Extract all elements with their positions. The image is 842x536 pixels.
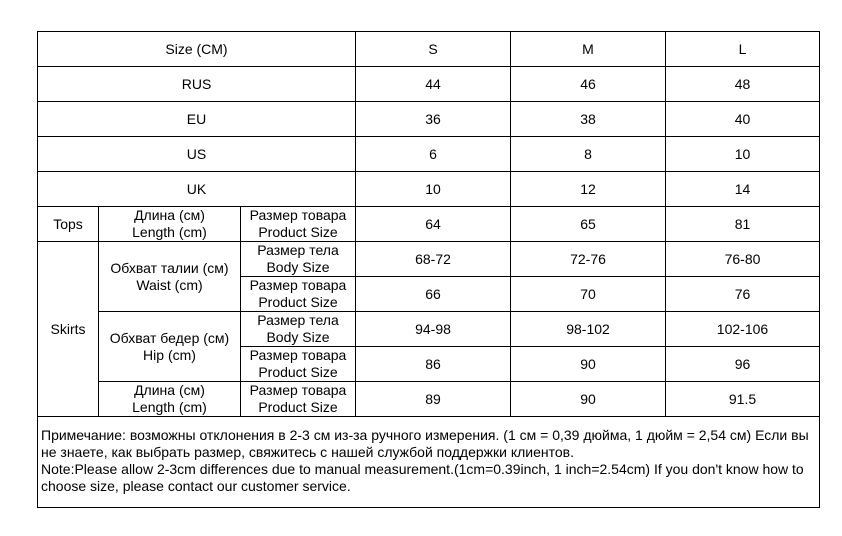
us-l: 10 xyxy=(666,137,820,172)
skirts-hip-body-row xyxy=(38,312,820,347)
tops-length-row xyxy=(38,207,820,242)
size-chart-table xyxy=(37,31,820,508)
size-cm-header: Size (CM) xyxy=(38,32,356,67)
skirts-waist-product-s: 66 xyxy=(356,277,511,312)
rus-label: RUS xyxy=(38,67,356,102)
tops-length-l: 81 xyxy=(666,207,820,242)
skirts-hip-measure-ru: Обхват бедер (см) xyxy=(109,329,230,346)
tops-measure-ru: Длина (см) xyxy=(134,207,205,223)
skirts-hip-product-m: 90 xyxy=(511,347,666,382)
skirts-length-measure-ru: Длина (см) xyxy=(134,382,205,398)
skirts-length-row xyxy=(38,382,820,417)
skirts-hip-product-type xyxy=(241,347,356,382)
skirts-label: Skirts xyxy=(38,242,99,417)
tops-label: Tops xyxy=(38,207,99,242)
rus-l: 48 xyxy=(666,67,820,102)
skirts-waist-product-type xyxy=(241,277,356,312)
skirts-waist-body-s: 68-72 xyxy=(356,242,511,277)
product-size-en: Product Size xyxy=(258,399,338,415)
tops-measure-label xyxy=(99,207,241,242)
tops-type-ru: Размер товара xyxy=(249,207,347,223)
us-m: 8 xyxy=(511,137,666,172)
eu-label: EU xyxy=(38,102,356,137)
skirts-length-l: 91.5 xyxy=(666,382,820,417)
skirts-waist-measure-en: Waist (cm) xyxy=(136,276,203,293)
rus-m: 46 xyxy=(511,67,666,102)
skirts-waist-measure-label xyxy=(99,242,241,312)
skirts-length-measure-label xyxy=(99,382,241,417)
skirts-length-s: 89 xyxy=(356,382,511,417)
note-cell xyxy=(38,417,820,508)
product-size-en: Product Size xyxy=(258,364,338,380)
product-size-en: Product Size xyxy=(258,294,338,310)
header-row xyxy=(38,32,820,67)
skirts-waist-measure-ru: Обхват талии (см) xyxy=(110,259,229,276)
uk-s: 10 xyxy=(356,172,511,207)
uk-row xyxy=(38,172,820,207)
rus-s: 44 xyxy=(356,67,511,102)
rus-row xyxy=(38,67,820,102)
body-size-ru: Размер тела xyxy=(257,242,339,258)
us-row xyxy=(38,137,820,172)
skirts-length-type xyxy=(241,382,356,417)
note-text-en: Note:Please allow 2-3cm differences due to manual measurement.(1cm=0.39inch, 1 inch=2.54cm) If you don't know how to choose size, please contact our customer service. xyxy=(41,461,804,494)
us-label: US xyxy=(38,137,356,172)
product-size-ru: Размер товара xyxy=(249,347,347,363)
body-size-en: Body Size xyxy=(266,329,330,345)
body-size-ru: Размер тела xyxy=(257,312,339,328)
skirts-waist-product-m: 70 xyxy=(511,277,666,312)
skirts-waist-body-m: 72-76 xyxy=(511,242,666,277)
size-s-header: S xyxy=(356,32,511,67)
note-row xyxy=(38,417,820,508)
skirts-hip-body-type xyxy=(241,312,356,347)
skirts-hip-measure-label xyxy=(99,312,241,382)
tops-length-m: 65 xyxy=(511,207,666,242)
size-m-header: M xyxy=(511,32,666,67)
size-l-header: L xyxy=(666,32,820,67)
skirts-hip-body-l: 102-106 xyxy=(666,312,820,347)
uk-l: 14 xyxy=(666,172,820,207)
eu-s: 36 xyxy=(356,102,511,137)
skirts-hip-body-s: 94-98 xyxy=(356,312,511,347)
uk-m: 12 xyxy=(511,172,666,207)
eu-row xyxy=(38,102,820,137)
skirts-hip-measure-en: Hip (cm) xyxy=(143,346,196,363)
skirts-waist-product-l: 76 xyxy=(666,277,820,312)
uk-label: UK xyxy=(38,172,356,207)
tops-type-en: Product Size xyxy=(258,224,338,240)
skirts-waist-body-type xyxy=(241,242,356,277)
skirts-hip-product-s: 86 xyxy=(356,347,511,382)
skirts-hip-product-l: 96 xyxy=(666,347,820,382)
eu-l: 40 xyxy=(666,102,820,137)
tops-type-label xyxy=(241,207,356,242)
product-size-ru: Размер товара xyxy=(249,382,347,398)
tops-length-s: 64 xyxy=(356,207,511,242)
skirts-waist-body-row xyxy=(38,242,820,277)
skirts-waist-body-l: 76-80 xyxy=(666,242,820,277)
note-text-ru: Примечание: возможны отклонения в 2-3 см из-за ручного измерения. (1 см = 0,39 дюйма, 1 дюйм = 2,54 см) Если вы не знаете, как выбрать размер, свяжитесь с нашей службой поддержки клиентов. xyxy=(41,427,809,460)
skirts-hip-body-m: 98-102 xyxy=(511,312,666,347)
body-size-en: Body Size xyxy=(266,259,330,275)
skirts-length-m: 90 xyxy=(511,382,666,417)
tops-measure-en: Length (cm) xyxy=(132,224,207,240)
product-size-ru: Размер товара xyxy=(249,277,347,293)
skirts-length-measure-en: Length (cm) xyxy=(132,399,207,415)
us-s: 6 xyxy=(356,137,511,172)
eu-m: 38 xyxy=(511,102,666,137)
